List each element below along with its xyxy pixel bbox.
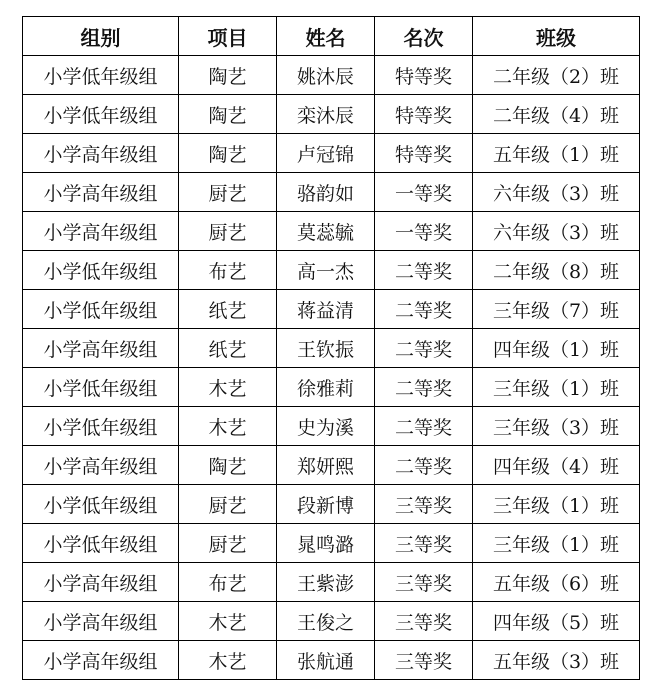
table-row [23,641,640,680]
cell-class: 二年级（8）班 [473,251,640,290]
cell-rank: 特等奖 [375,56,473,95]
table-row [23,446,640,485]
cell-rank: 三等奖 [375,524,473,563]
table-row [23,95,640,134]
cell-class: 五年级（1）班 [473,134,640,173]
cell-item: 陶艺 [179,446,277,485]
cell-item: 木艺 [179,641,277,680]
cell-rank: 一等奖 [375,212,473,251]
cell-rank: 三等奖 [375,641,473,680]
table-row [23,485,640,524]
awards-sheet [22,16,640,680]
table-row [23,134,640,173]
cell-group: 小学低年级组 [23,524,179,563]
cell-item: 木艺 [179,407,277,446]
cell-name: 王俊之 [277,602,375,641]
cell-group: 小学高年级组 [23,641,179,680]
cell-name: 骆韵如 [277,173,375,212]
cell-name: 段新博 [277,485,375,524]
cell-item: 厨艺 [179,212,277,251]
cell-name: 晁鸣潞 [277,524,375,563]
cell-group: 小学高年级组 [23,446,179,485]
cell-class: 四年级（4）班 [473,446,640,485]
header-name: 姓名 [277,17,375,56]
table-row [23,329,640,368]
cell-group: 小学低年级组 [23,251,179,290]
cell-class: 三年级（3）班 [473,407,640,446]
cell-class: 三年级（1）班 [473,524,640,563]
cell-rank: 一等奖 [375,173,473,212]
cell-item: 厨艺 [179,173,277,212]
cell-name: 郑妍熙 [277,446,375,485]
cell-name: 姚沐辰 [277,56,375,95]
cell-class: 四年级（5）班 [473,602,640,641]
cell-rank: 二等奖 [375,368,473,407]
cell-class: 六年级（3）班 [473,173,640,212]
cell-name: 史为溪 [277,407,375,446]
cell-name: 王钦振 [277,329,375,368]
cell-item: 木艺 [179,368,277,407]
table-row [23,368,640,407]
cell-item: 陶艺 [179,56,277,95]
cell-rank: 二等奖 [375,446,473,485]
cell-rank: 二等奖 [375,251,473,290]
awards-table [22,16,640,680]
table-row [23,602,640,641]
cell-class: 六年级（3）班 [473,212,640,251]
cell-name: 高一杰 [277,251,375,290]
cell-item: 纸艺 [179,329,277,368]
table-row [23,212,640,251]
cell-name: 徐雅莉 [277,368,375,407]
cell-name: 蒋益清 [277,290,375,329]
cell-group: 小学高年级组 [23,212,179,251]
cell-group: 小学高年级组 [23,602,179,641]
cell-item: 陶艺 [179,134,277,173]
cell-class: 三年级（1）班 [473,368,640,407]
cell-rank: 二等奖 [375,290,473,329]
table-body [23,56,640,680]
cell-group: 小学低年级组 [23,407,179,446]
cell-item: 木艺 [179,602,277,641]
header-rank: 名次 [375,17,473,56]
cell-rank: 特等奖 [375,95,473,134]
table-row [23,290,640,329]
table-row [23,407,640,446]
cell-group: 小学低年级组 [23,290,179,329]
cell-group: 小学高年级组 [23,134,179,173]
table-row [23,56,640,95]
cell-name: 卢冠锦 [277,134,375,173]
cell-group: 小学低年级组 [23,368,179,407]
cell-class: 五年级（3）班 [473,641,640,680]
cell-item: 布艺 [179,251,277,290]
cell-class: 二年级（4）班 [473,95,640,134]
cell-group: 小学低年级组 [23,485,179,524]
cell-item: 厨艺 [179,524,277,563]
header-group: 组别 [23,17,179,56]
cell-name: 张航通 [277,641,375,680]
header-row [23,17,640,56]
cell-name: 莫蕊毓 [277,212,375,251]
cell-class: 三年级（7）班 [473,290,640,329]
cell-group: 小学高年级组 [23,329,179,368]
table-row [23,524,640,563]
cell-class: 五年级（6）班 [473,563,640,602]
cell-rank: 特等奖 [375,134,473,173]
table-row [23,251,640,290]
header-class: 班级 [473,17,640,56]
cell-rank: 三等奖 [375,485,473,524]
cell-name: 栾沐辰 [277,95,375,134]
cell-item: 陶艺 [179,95,277,134]
cell-class: 二年级（2）班 [473,56,640,95]
table-row [23,563,640,602]
cell-class: 三年级（1）班 [473,485,640,524]
header-item: 项目 [179,17,277,56]
cell-name: 王紫澎 [277,563,375,602]
cell-rank: 三等奖 [375,602,473,641]
cell-rank: 三等奖 [375,563,473,602]
cell-rank: 二等奖 [375,329,473,368]
cell-group: 小学低年级组 [23,95,179,134]
cell-item: 布艺 [179,563,277,602]
cell-item: 纸艺 [179,290,277,329]
cell-rank: 二等奖 [375,407,473,446]
cell-class: 四年级（1）班 [473,329,640,368]
cell-group: 小学高年级组 [23,173,179,212]
table-row [23,173,640,212]
cell-group: 小学高年级组 [23,563,179,602]
cell-item: 厨艺 [179,485,277,524]
cell-group: 小学低年级组 [23,56,179,95]
